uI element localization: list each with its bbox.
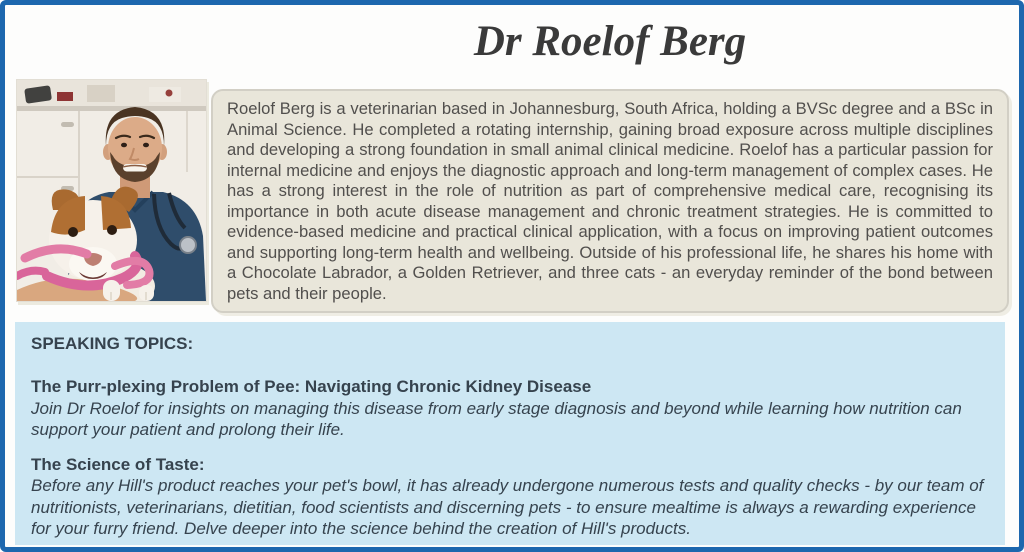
profile-photo-illustration (17, 80, 206, 301)
bio-text: Roelof Berg is a veterinarian based in Johannesburg, South Africa, holding a BVSc degree and a BSc in Animal Science. He completed a rotating internship, gaining broad exposure across multiple disciplines and developing a strong foundation in small animal clinical medicine. Roelof has a particular passion for internal medicine and enjoys the diagnostic approach and long-term management of complex cases. He has a strong interest in the role of nutrition as part of comprehensive medical care, recognising its importance in both acute disease management and chronic treatment strategies. He is committed to evidence-based medicine and practical clinical application, with a focus on improving patient outcomes and supporting long-term health and wellbeing. Outside of his professional life, he shares his home with a Chocolate Labrador, a Golden Retriever, and three cats - an everyday reminder of the bond between pets and their people. (227, 99, 993, 303)
topic-title-science-of-taste: The Science of Taste: (31, 454, 205, 474)
topic-science-of-taste (31, 454, 989, 540)
topic-description-science-of-taste: Before any Hill's product reaches your pet's bowl, it has already undergone numerous tests and quality checks - by our team of nutritionists, veterinarians, dietitian, food scientists and discerning pets - to ensure mealtime is always a rewarding experience for your furry friend. Delve deeper into the science behind the creation of Hill's products. (31, 476, 984, 538)
speaking-topics-panel (15, 322, 1005, 545)
page-title: Dr Roelof Berg (473, 18, 747, 65)
topic-title-kidney-disease: The Purr-plexing Problem of Pee: Navigating Chronic Kidney Disease (31, 377, 592, 396)
speaking-topics-heading: SPEAKING TOPICS: (31, 334, 194, 353)
bio-box (211, 89, 1009, 313)
topic-chronic-kidney-disease (31, 376, 989, 441)
topic-description-kidney-disease: Join Dr Roelof for insights on managing this disease from early stage diagnosis and beyond while learning how nutrition can support your patient and prolong their life. (31, 398, 962, 439)
profile-photo (16, 79, 207, 302)
